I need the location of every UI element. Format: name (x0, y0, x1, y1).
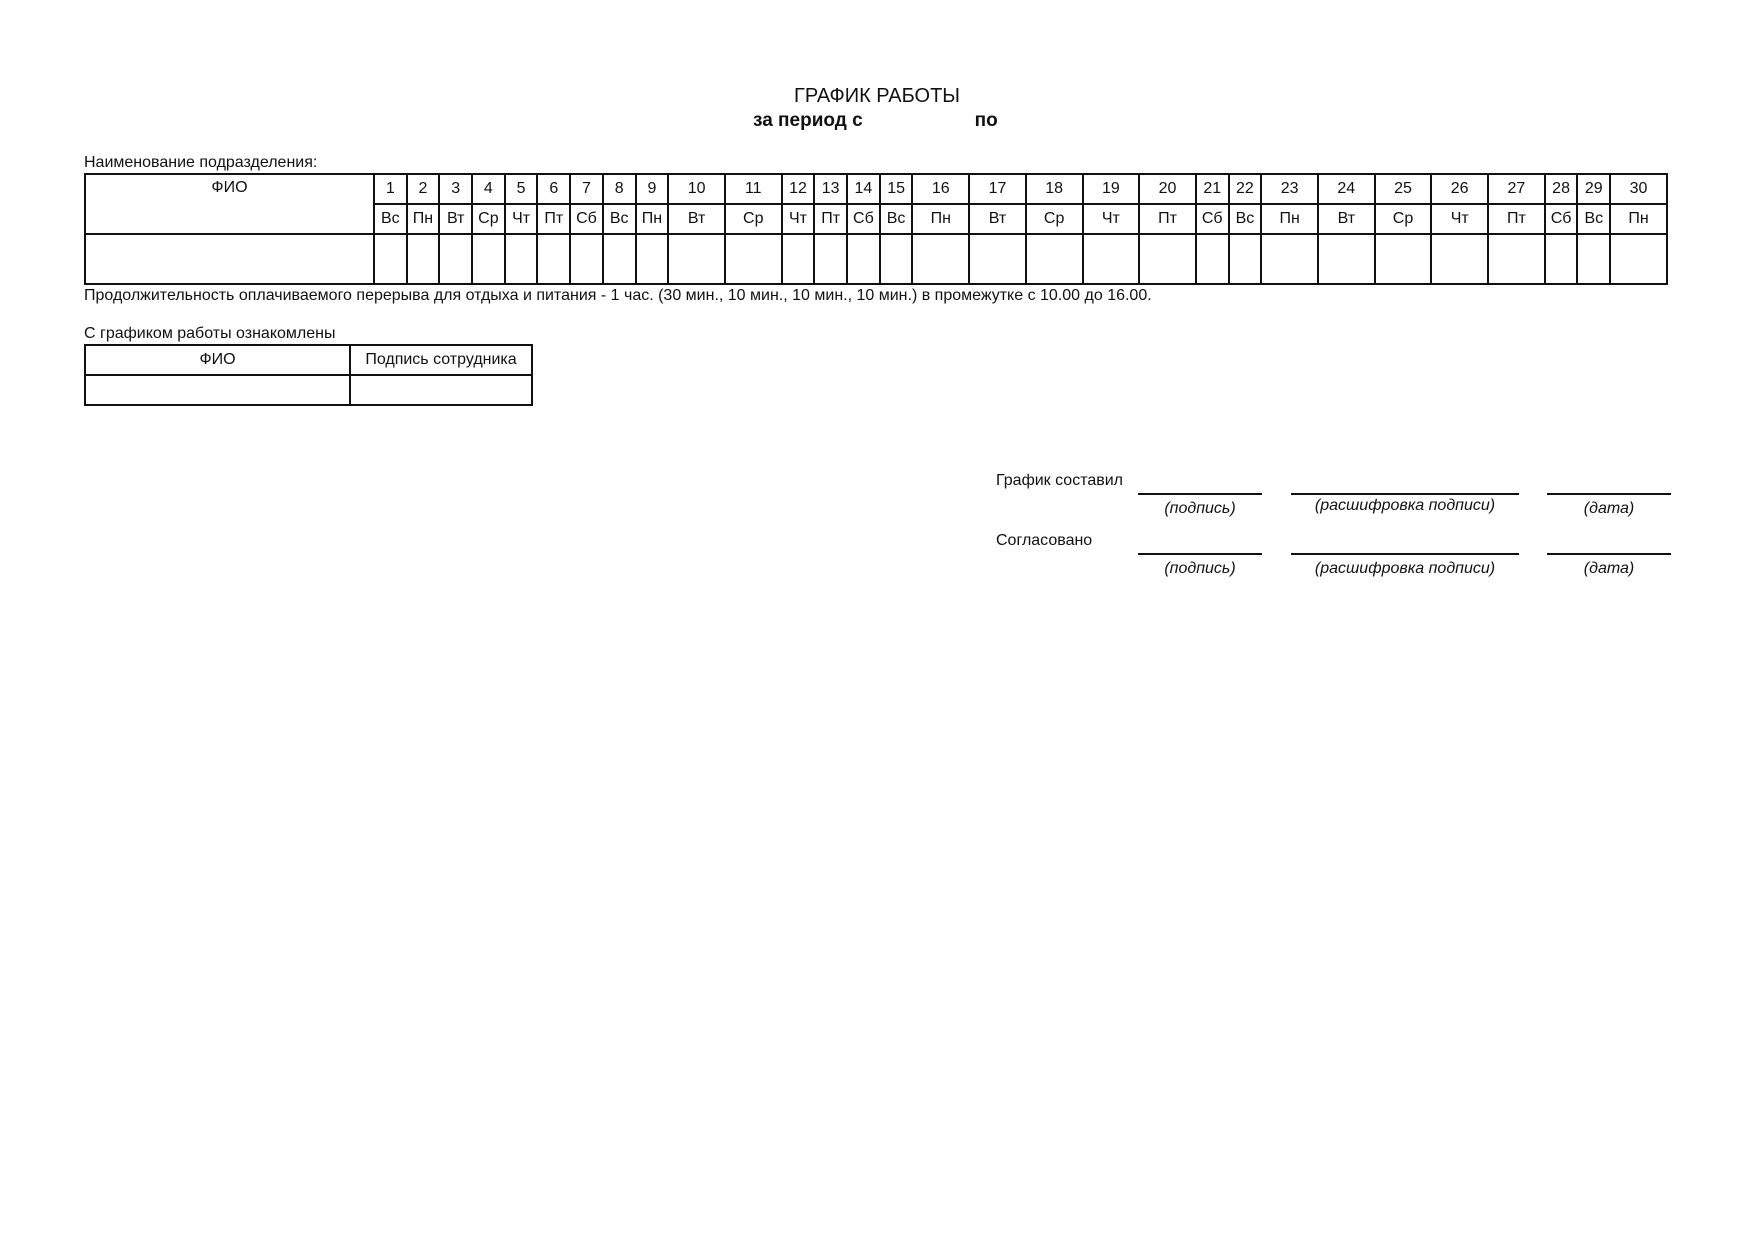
shift-cell[interactable] (1261, 234, 1318, 284)
day-number-cell: 7 (570, 174, 603, 204)
shift-cell[interactable] (880, 234, 913, 284)
shift-cell[interactable] (668, 234, 725, 284)
weekday-cell: Ср (1026, 204, 1083, 234)
acknowledgement-header-row (85, 345, 532, 375)
day-number-cell: 3 (439, 174, 472, 204)
shift-cell[interactable] (472, 234, 505, 284)
day-number-cell: 2 (407, 174, 440, 204)
approved-signature-line[interactable] (1138, 553, 1262, 555)
weekday-cell: Пт (537, 204, 570, 234)
day-number-cell: 26 (1431, 174, 1488, 204)
weekday-cell: Чт (1431, 204, 1488, 234)
day-number-cell: 15 (880, 174, 913, 204)
weekday-cell: Пт (814, 204, 847, 234)
compiled-by-label: График составил (996, 472, 1124, 489)
shift-cell[interactable] (1577, 234, 1610, 284)
weekday-cell: Вт (969, 204, 1026, 234)
weekday-cell: Ср (472, 204, 505, 234)
shift-cell[interactable] (603, 234, 636, 284)
shift-cell[interactable] (1375, 234, 1432, 284)
day-number-cell: 14 (847, 174, 880, 204)
period-from-label: за период с (753, 110, 863, 131)
weekday-cell: Вс (603, 204, 636, 234)
approved-decoding-line[interactable] (1291, 553, 1519, 555)
day-number-cell: 20 (1139, 174, 1196, 204)
compiled-signature-caption: (подпись) (1164, 500, 1236, 517)
weekday-cell: Вт (439, 204, 472, 234)
acknowledgement-label: С графиком работы ознакомлены (84, 325, 336, 342)
fio-cell[interactable] (85, 234, 374, 284)
day-number-cell: 25 (1375, 174, 1432, 204)
day-number-cell: 22 (1229, 174, 1262, 204)
fio-header: ФИО (85, 174, 374, 234)
document-title: ГРАФИК РАБОТЫ (793, 85, 960, 107)
table-row (85, 375, 532, 405)
table-row (85, 234, 1667, 284)
weekday-cell: Чт (1083, 204, 1140, 234)
weekday-cell: Вт (1318, 204, 1375, 234)
shift-cell[interactable] (505, 234, 538, 284)
weekday-cell: Вс (1577, 204, 1610, 234)
ack-signature-cell[interactable] (350, 375, 532, 405)
compiled-date-caption: (дата) (1583, 500, 1635, 517)
ack-signature-header: Подпись сотрудника (350, 345, 532, 375)
shift-cell[interactable] (1488, 234, 1545, 284)
day-number-cell: 23 (1261, 174, 1318, 204)
day-number-cell: 29 (1577, 174, 1610, 204)
day-number-cell: 11 (725, 174, 782, 204)
weekday-cell: Пн (636, 204, 669, 234)
shift-cell[interactable] (912, 234, 969, 284)
day-number-cell: 18 (1026, 174, 1083, 204)
weekday-cell: Пн (1261, 204, 1318, 234)
day-number-cell: 12 (782, 174, 815, 204)
shift-cell[interactable] (725, 234, 782, 284)
shift-cell[interactable] (814, 234, 847, 284)
shift-cell[interactable] (1139, 234, 1196, 284)
shift-cell[interactable] (1196, 234, 1229, 284)
shift-cell[interactable] (1229, 234, 1262, 284)
weekday-cell: Сб (570, 204, 603, 234)
day-number-cell: 10 (668, 174, 725, 204)
shift-cell[interactable] (570, 234, 603, 284)
weekday-cell: Чт (505, 204, 538, 234)
ack-fio-cell[interactable] (85, 375, 350, 405)
approved-signature-caption: (подпись) (1164, 560, 1236, 577)
day-number-cell: 30 (1610, 174, 1667, 204)
weekday-cell: Вс (1229, 204, 1262, 234)
acknowledgement-table (84, 344, 533, 406)
day-number-cell: 28 (1545, 174, 1578, 204)
weekday-cell: Пт (1139, 204, 1196, 234)
day-number-cell: 1 (374, 174, 407, 204)
day-number-row (85, 174, 1667, 204)
weekday-cell: Ср (725, 204, 782, 234)
approved-decoding-caption: (расшифровка подписи) (1314, 560, 1496, 577)
compiled-date-line[interactable] (1547, 493, 1671, 495)
shift-cell[interactable] (407, 234, 440, 284)
compiled-signature-line[interactable] (1138, 493, 1262, 495)
department-label: Наименование подразделения: (84, 154, 318, 171)
shift-cell[interactable] (1083, 234, 1140, 284)
weekday-cell: Вс (880, 204, 913, 234)
shift-cell[interactable] (1431, 234, 1488, 284)
day-number-cell: 24 (1318, 174, 1375, 204)
shift-cell[interactable] (782, 234, 815, 284)
day-number-cell: 13 (814, 174, 847, 204)
weekday-cell: Чт (782, 204, 815, 234)
weekday-cell: Вс (374, 204, 407, 234)
day-number-cell: 21 (1196, 174, 1229, 204)
shift-cell[interactable] (537, 234, 570, 284)
shift-cell[interactable] (1026, 234, 1083, 284)
weekday-cell: Сб (1545, 204, 1578, 234)
day-number-cell: 5 (505, 174, 538, 204)
approved-label: Согласовано (996, 532, 1093, 549)
shift-cell[interactable] (636, 234, 669, 284)
shift-cell[interactable] (847, 234, 880, 284)
break-note: Продолжительность оплачиваемого перерыва для отдыха и питания - 1 час. (30 мин., 10 мин., 10 мин., 10 мин.) в промежутке с 10.00 до 16.00. (84, 287, 1152, 304)
compiled-decoding-caption: (расшифровка подписи) (1314, 497, 1496, 514)
shift-cell[interactable] (1610, 234, 1667, 284)
weekday-cell: Пн (407, 204, 440, 234)
shift-cell[interactable] (1545, 234, 1578, 284)
shift-cell[interactable] (1318, 234, 1375, 284)
day-number-cell: 6 (537, 174, 570, 204)
ack-fio-header: ФИО (85, 345, 350, 375)
day-number-cell: 17 (969, 174, 1026, 204)
approved-date-caption: (дата) (1583, 560, 1635, 577)
shift-cell[interactable] (374, 234, 407, 284)
day-number-cell: 19 (1083, 174, 1140, 204)
weekday-cell: Ср (1375, 204, 1432, 234)
period-to-label: по (974, 110, 998, 131)
approved-date-line[interactable] (1547, 553, 1671, 555)
weekday-cell: Пн (912, 204, 969, 234)
day-number-cell: 16 (912, 174, 969, 204)
shift-cell[interactable] (969, 234, 1026, 284)
day-number-cell: 4 (472, 174, 505, 204)
weekday-cell: Пт (1488, 204, 1545, 234)
shift-cell[interactable] (439, 234, 472, 284)
day-number-cell: 9 (636, 174, 669, 204)
compiled-decoding-line[interactable] (1291, 493, 1519, 495)
day-number-cell: 8 (603, 174, 636, 204)
weekday-cell: Сб (1196, 204, 1229, 234)
weekday-cell: Пн (1610, 204, 1667, 234)
weekday-cell: Вт (668, 204, 725, 234)
schedule-table (84, 173, 1668, 285)
day-number-cell: 27 (1488, 174, 1545, 204)
period-line (753, 108, 998, 134)
weekday-cell: Сб (847, 204, 880, 234)
